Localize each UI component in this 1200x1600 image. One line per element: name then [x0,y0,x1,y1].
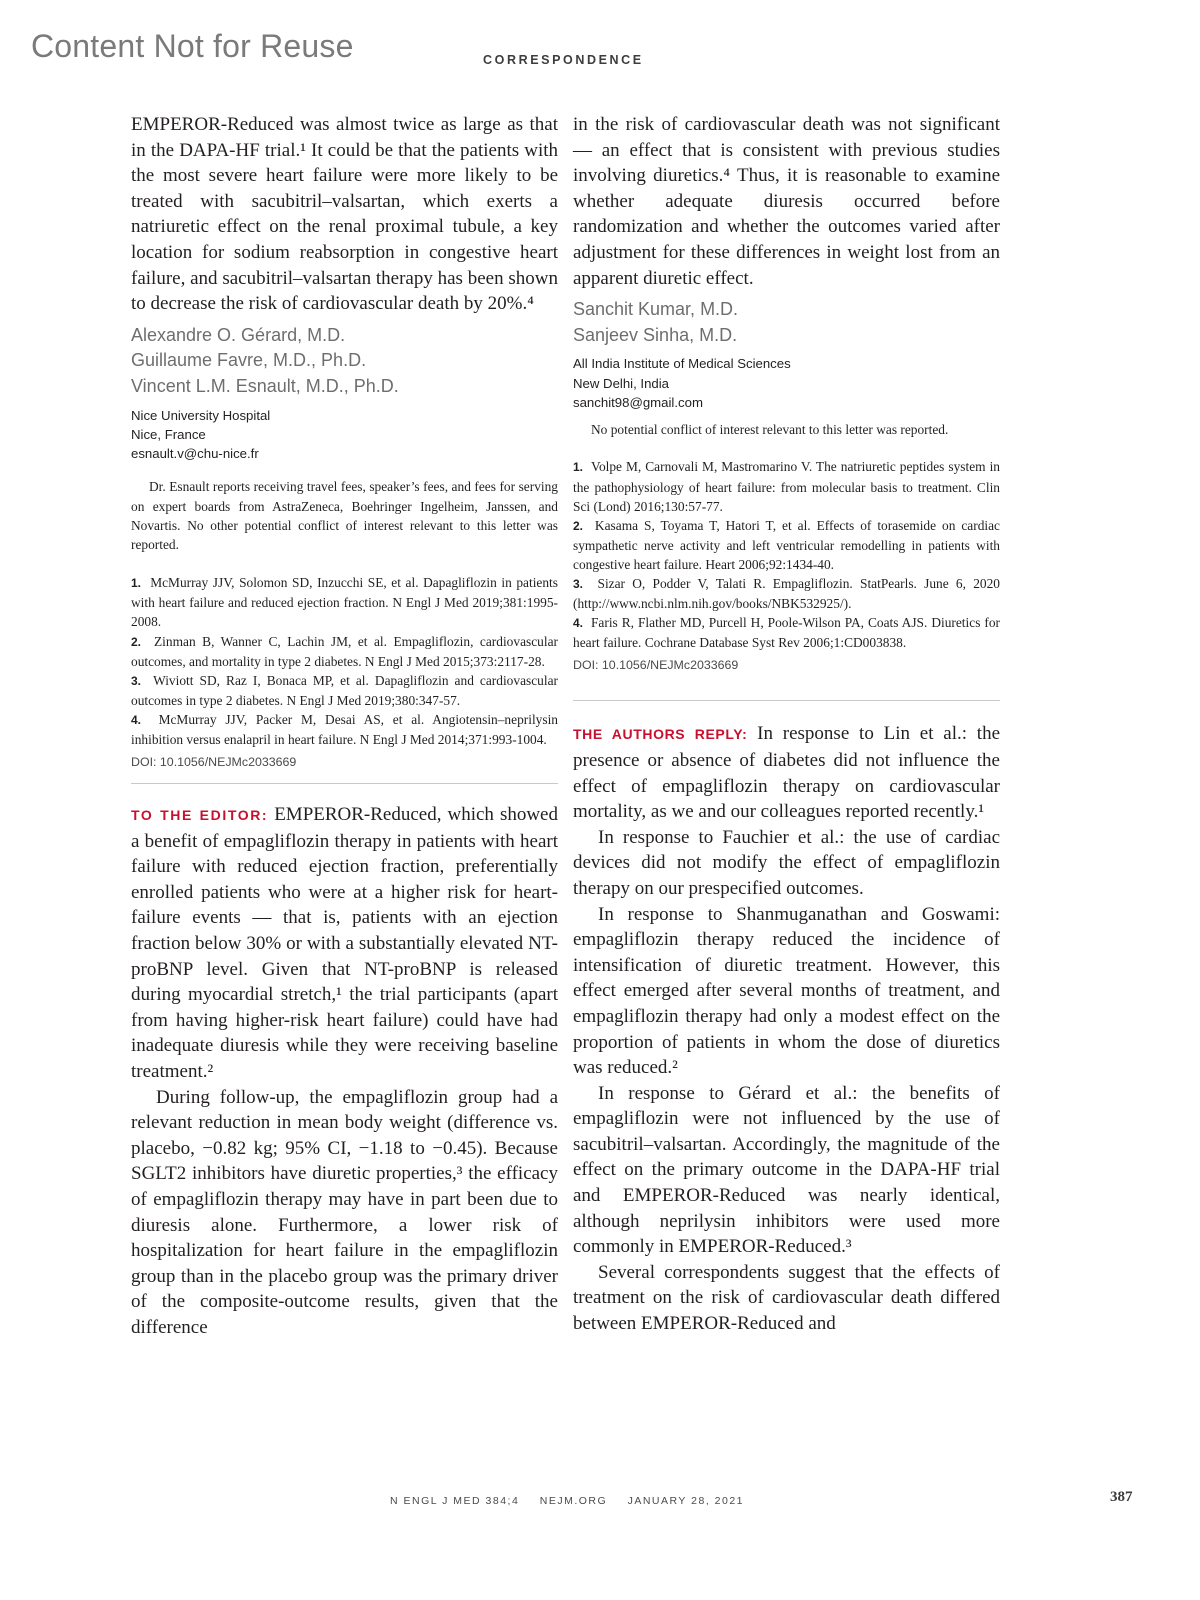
reply-paragraph-4: In response to Gérard et al.: the benefits of empagliflozin were not influenced by the use of sacubitril–valsartan. Accordingly, the magnitude of the effect on the primary outcome in the DAPA-HF trial and EMPEROR-Reduced was nearly identical, although neprilysin inhibitors were used more commonly in EMPEROR-Reduced.³ [573,1082,1000,1258]
author-name: Sanjeev Sinha, M.D. [573,324,738,345]
reply-paragraph-1: THE AUTHORS REPLY: In response to Lin et al.: the presence or absence of diabetes did not influence the effect of empagliflozin therapy on cardiovascular mortality, as we and our colleagues reported recently.¹ [573,723,1001,823]
reference-list [131,573,558,749]
affiliation-line: New Delhi, India [573,375,670,391]
doi-link[interactable]: DOI: 10.1056/NEJMc2033669 [131,755,297,770]
left-column [131,112,558,1341]
letter-lead-label: TO THE EDITOR: [131,807,269,824]
left-paragraph-1: EMPEROR-Reduced was almost twice as large as that in the DAPA-HF trial.¹ It could be that the patients with the most severe heart failure were more likely to be treated with sacubitril–valsartan, which exerts a natriuretic effect on the renal proximal tubule, a key location for sodium reabsorption in congestive heart failure, and sacubitril–valsartan therapy has been shown to decrease the risk of cardiovascular death by 20%.⁴ [131,114,558,315]
author-name: Guillaume Favre, M.D., Ph.D. [131,350,367,371]
footer-journal: N ENGL J MED 384;4 [390,1495,520,1507]
reference-item: 4. McMurray JJV, Packer M, Desai AS, et al. Angiotensin–neprilysin inhibition versus enalapril in heart failure. N Engl J Med 2014;371:993-1004. [131,711,558,747]
reference-item: 1. Volpe M, Carnovali M, Mastromarino V. The natriuretic peptides system in the pathophysiology of heart failure: from molecular basis to treatment. Clin Sci (Lond) 2016;130:57-77. [573,459,1000,514]
author-email-link[interactable]: esnault.v@chu-nice.fr [131,446,259,462]
reference-item: 1. McMurray JJV, Solomon SD, Inzucchi SE, et al. Dapagliflozin in patients with heart failure and reduced ejection fraction. N Engl J Med 2019;381:1995-2008. [131,575,558,630]
affiliation-line: All India Institute of Medical Sciences [573,356,791,372]
author-email-link[interactable]: sanchit98@gmail.com [573,394,703,410]
footer-site[interactable]: NEJM.ORG [539,1495,608,1507]
reply-paragraph-3: In response to Shanmuganathan and Goswami: empagliflozin therapy reduced the incidence of intensification of diuretic treatment. However, this effect emerged after several months of treatment, and empagliflozin therapy had only a modest effect on the proportion of patients in whom the dose of diuretics was reduced.² [573,903,1000,1079]
right-paragraph-1: in the risk of cardiovascular death was not significant — an effect that is consistent with previous studies involving diuretics.⁴ Thus, it is reasonable to examine whether adequate diuresis occurred before randomization and whether the outcomes varied after adjustment for these differences in weight lost from an apparent diuretic effect. [573,114,1000,289]
right-column [573,112,1000,1337]
reply-paragraph-5: Several correspondents suggest that the effects of treatment on the risk of cardiovascular death differed between EMPEROR-Reduced and [573,1261,1000,1335]
author-name: Sanchit Kumar, M.D. [573,299,739,320]
page-footer [390,1495,760,1507]
author-name: Alexandre O. Gérard, M.D. [131,324,346,345]
page-number: 387 [1110,1489,1133,1505]
author-name: Vincent L.M. Esnault, M.D., Ph.D. [131,375,399,396]
watermark: Content Not for Reuse [31,28,354,64]
affiliation-line: Nice, France [131,426,206,442]
reference-list [573,457,1000,652]
editor-paragraph-2: During follow-up, the empagliflozin group had a relevant reduction in mean body weight (difference vs. placebo, −0.82 kg; 95% CI, −1.18 to −0.45). Because SGLT2 inhibitors have diuretic properties,³ the efficacy of empagliflozin therapy may have in part been due to diuresis alone. Furthermore, a lower risk of hospitalization for heart failure in the empagliflozin group than in the placebo group was the primary driver of the composite-outcome results, given that the difference [131,1086,558,1338]
editor-paragraph-1: TO THE EDITOR: EMPEROR-Reduced, which showed a benefit of empagliflozin therapy in patients with heart failure with reduced ejection fraction, preferentially enrolled patients who were at a higher risk for heart-failure events — that is, patients with an ejection fraction below 30% or with a substantially elevated NT-proBNP level. Given that NT-proBNP is released during myocardial stretch,¹ the trial participants (apart from having higher-risk heart failure) could have had inadequate diuresis while they were receiving baseline treatment.² [131,804,558,1083]
footer-date: JANUARY 28, 2021 [627,1495,745,1507]
disclosure-statement: No potential conflict of interest relevant to this letter was reported. [591,422,949,438]
affiliation-line: Nice University Hospital [131,407,271,423]
reference-item: 2. Kasama S, Toyama T, Hatori T, et al. Effects of torasemide on cardiac sympathetic nerve activity and left ventricular remodelling in patients with congestive heart failure. Heart 2006;92:1434-40. [573,517,1000,572]
reference-item: 2. Zinman B, Wanner C, Lachin JM, et al. Empagliflozin, cardiovascular outcomes, and mortality in type 2 diabetes. N Engl J Med 2015;373:2117-28. [131,633,558,669]
doi-link[interactable]: DOI: 10.1056/NEJMc2033669 [573,658,739,673]
letter-lead-label: THE AUTHORS REPLY: [573,726,748,743]
section-label: CORRESPONDENCE [483,53,644,67]
reply-paragraph-2: In response to Fauchier et al.: the use of cardiac devices did not modify the effect of empagliflozin therapy on our prespecified outcomes. [573,826,1000,899]
reference-item: 3. Wiviott SD, Raz I, Bonaca MP, et al. Dapagliflozin and cardiovascular outcomes in type 2 diabetes. N Engl J Med 2019;380:347-57. [131,672,558,708]
reference-item: 3. Sizar O, Podder V, Talati R. Empagliflozin. StatPearls. June 6, 2020 (http://www.ncbi.nlm.nih.gov/books/NBK532925/). [573,576,1000,612]
disclosure-statement: Dr. Esnault reports receiving travel fees, speaker’s fees, and fees for serving on expert boards from AstraZeneca, Boehringer Ingelheim, Janssen, and Novartis. No other potential conflict of interest relevant to this letter was reported. [131,479,558,553]
reference-item: 4. Faris R, Flather MD, Purcell H, Poole-Wilson PA, Coats AJS. Diuretics for heart failure. Cochrane Database Syst Rev 2006;1:CD003838. [573,615,1000,651]
